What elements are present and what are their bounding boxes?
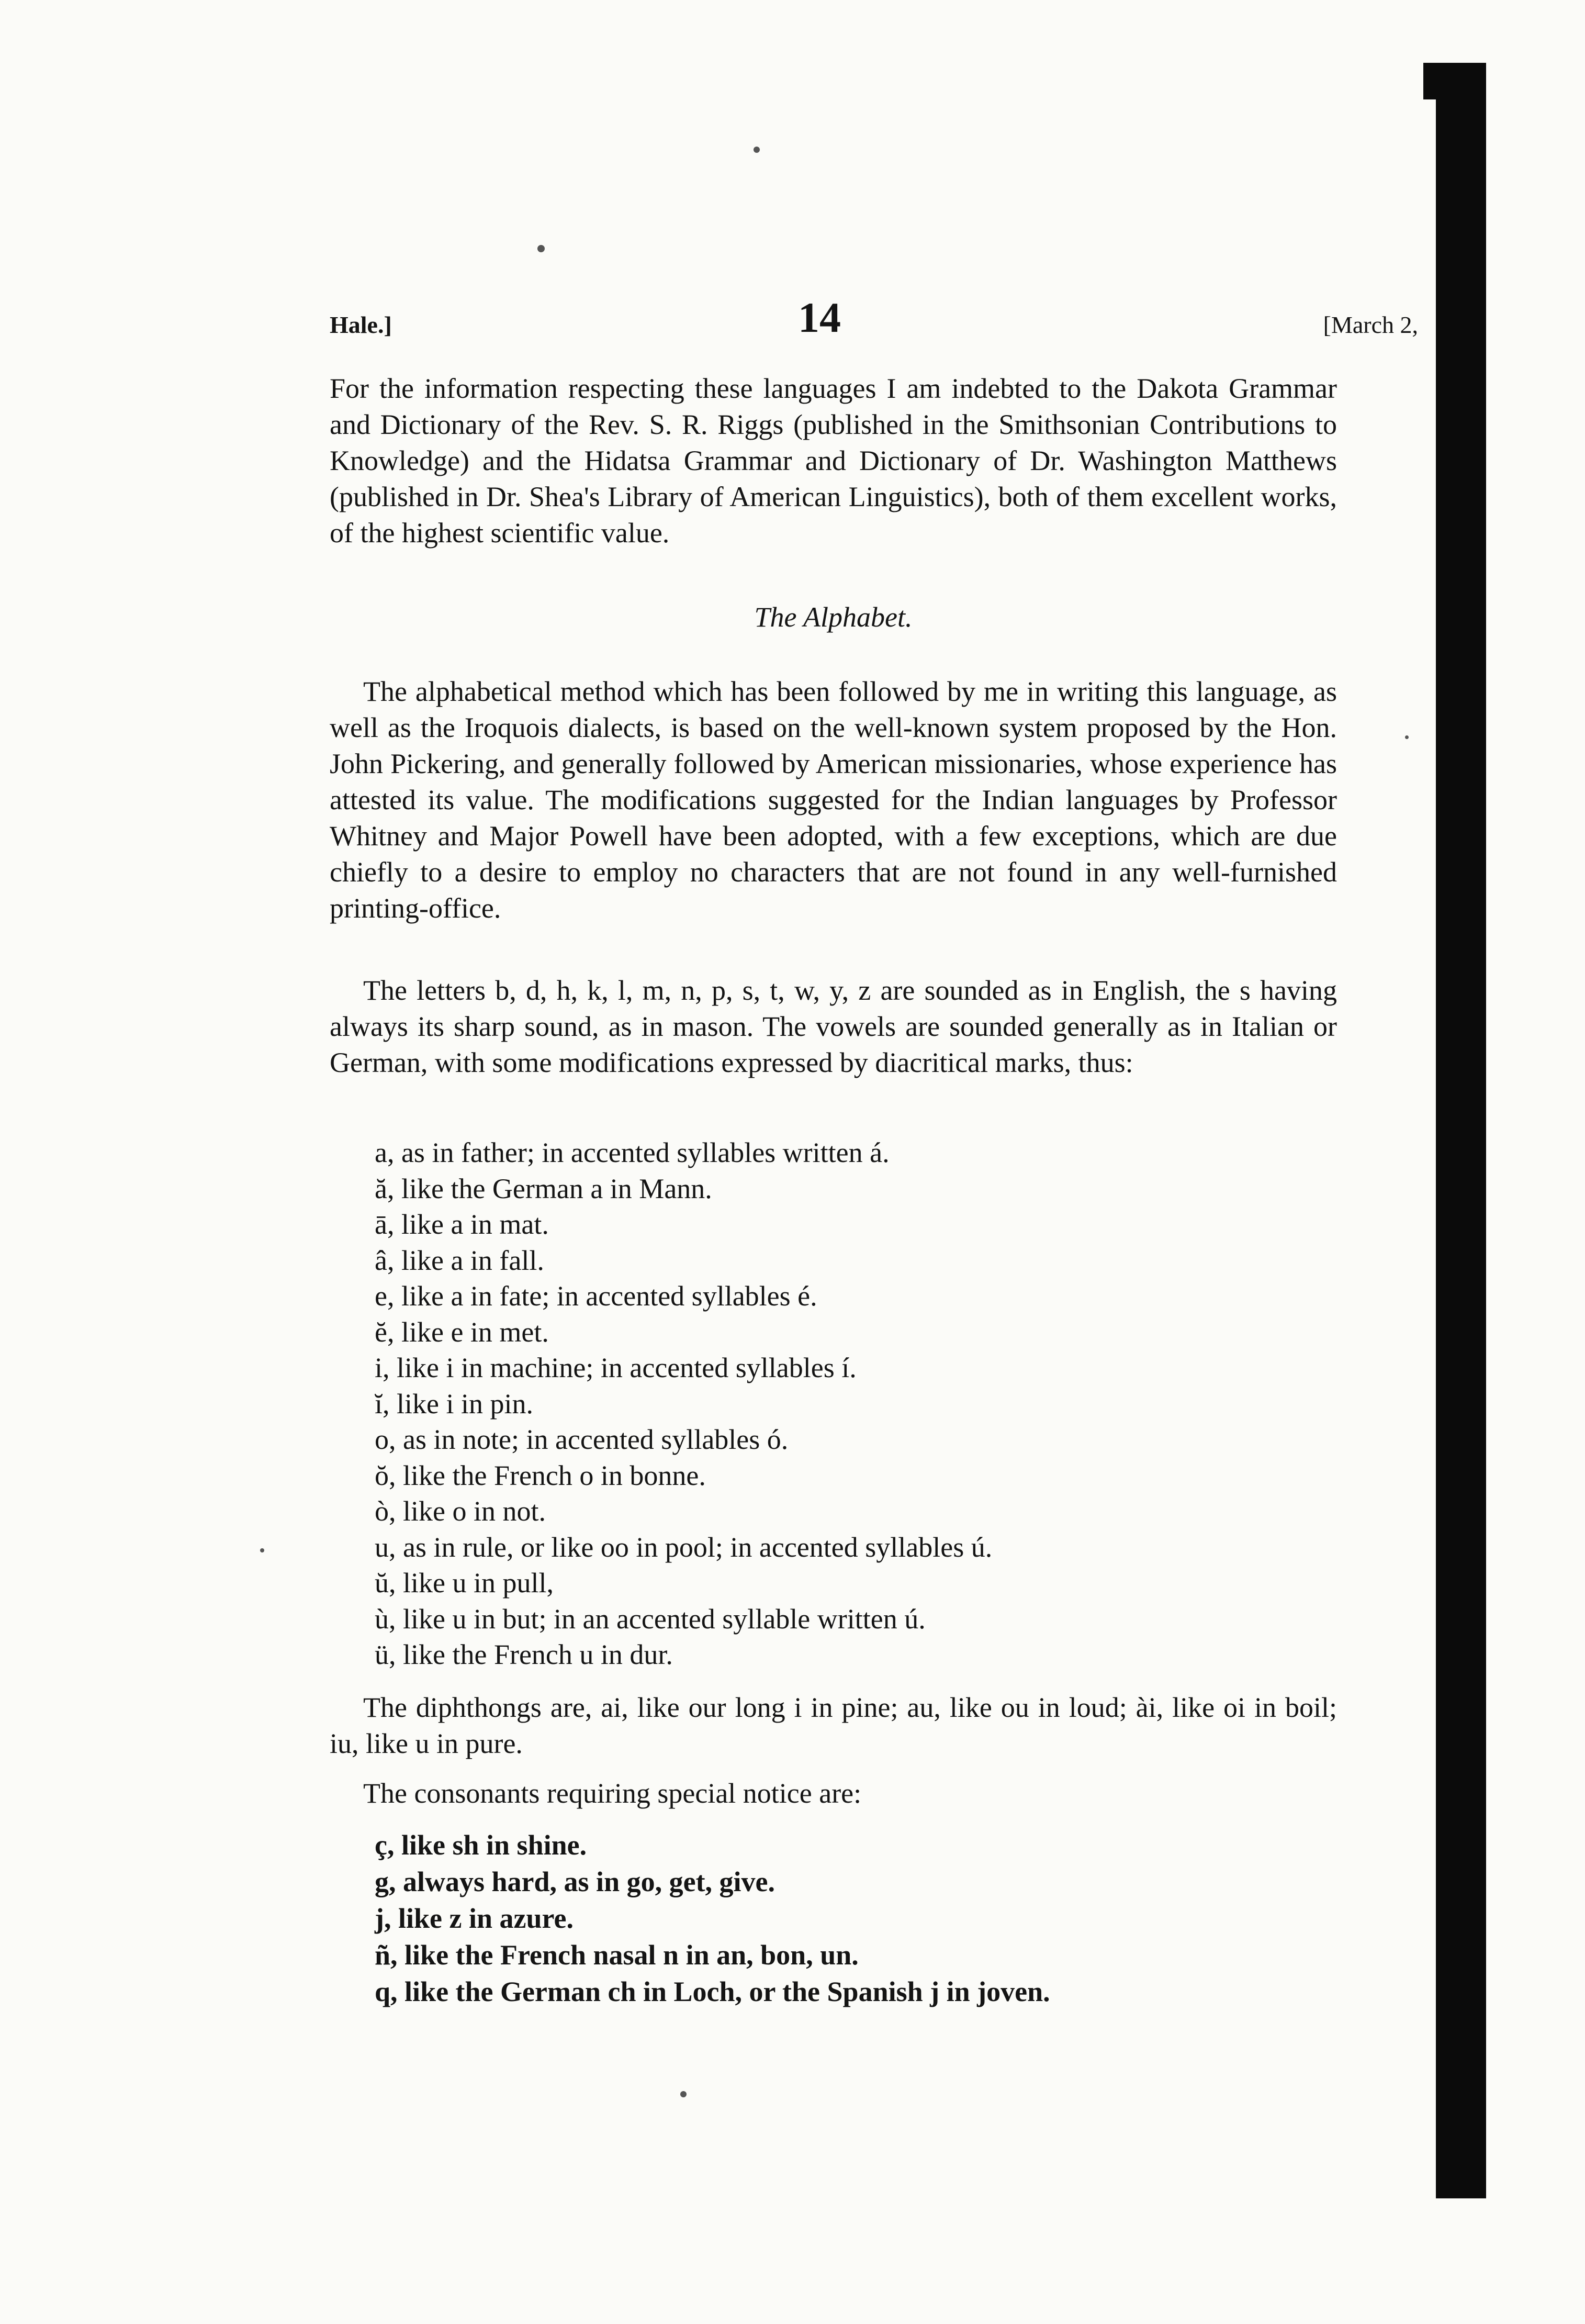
scan-speck <box>1405 735 1409 739</box>
letters-text: The letters b, d, h, k, l, m, n, p, s, t, w, y, z are sounded as in English, the s having always its sharp sound, as in mason. The vowels are sounded generally as in Italian or German, with some modifications expressed by diacritical marks, thus: <box>330 975 1337 1078</box>
diphthongs-paragraph <box>330 1690 1337 1762</box>
consonant-item: g, always hard, as in go, get, give. <box>375 1866 775 1897</box>
consonant-item: j, like z in azure. <box>375 1903 574 1934</box>
vowel-item: a, as in father; in accented syllables written á. <box>375 1137 890 1168</box>
consonant-item: q, like the German ch in Loch, or the Spanish j in joven. <box>375 1976 1050 2007</box>
consonants-intro <box>330 1775 1337 1812</box>
vowel-item: ā, like a in mat. <box>375 1209 549 1240</box>
vowel-list <box>375 1135 1317 1673</box>
vowel-item: ŭ, like u in pull, <box>375 1567 554 1599</box>
intro-text: For the information respecting these languages I am indebted to the Dakota Grammar and Dictionary of the Rev. S. R. Riggs (published in the Smithsonian Contributions to Knowledge) and the Hidatsa Grammar and Dictionary of Dr. Washington Matthews (published in Dr. Shea's Library of American Linguistics), both of them excellent works, of the highest scientific value. <box>330 373 1337 549</box>
letters-paragraph <box>330 973 1337 1081</box>
vowel-item: i, like i in machine; in accented syllables í. <box>375 1352 857 1383</box>
running-head-author: Hale.] <box>330 311 392 338</box>
vowel-item: ŏ, like the French o in bonne. <box>375 1459 706 1491</box>
page-header <box>330 293 1418 356</box>
scan-speck <box>754 147 760 153</box>
intro-paragraph <box>330 371 1337 551</box>
page-number: 14 <box>798 294 841 341</box>
vowel-item: ù, like u in but; in an accented syllable written ú. <box>375 1603 926 1635</box>
vowel-item: â, like a in fall. <box>375 1244 544 1276</box>
vowel-item: o, as in note; in accented syllables ó. <box>375 1424 789 1455</box>
diphthongs-text: The diphthongs are, ai, like our long i in pine; au, like ou in loud; ài, like oi in boil; iu, like u in pure. <box>330 1692 1337 1759</box>
consonants-intro-text: The consonants requiring special notice are: <box>363 1778 862 1809</box>
scan-speck <box>537 245 545 252</box>
vowel-item: ü, like the French u in dur. <box>375 1639 673 1670</box>
scan-edge-shadow <box>1436 63 1486 2198</box>
scan-edge-shadow-top <box>1423 63 1486 99</box>
consonant-item: ç, like sh in shine. <box>375 1829 587 1861</box>
vowel-item: ĕ, like e in met. <box>375 1316 549 1348</box>
vowel-item: e, like a in fate; in accented syllables é. <box>375 1280 817 1312</box>
vowel-item: ă, like the German a in Mann. <box>375 1172 712 1204</box>
section-title: The Alphabet. <box>754 601 913 633</box>
vowel-item: ò, like o in not. <box>375 1495 546 1527</box>
scan-speck <box>260 1548 264 1552</box>
vowel-item: u, as in rule, or like oo in pool; in accented syllables ú. <box>375 1531 993 1563</box>
alphabet-text: The alphabetical method which has been followed by me in writing this language, as well as the Iroquois dialects, is based on the well-known system proposed by the Hon. John Pickering, and generally followed by American missionaries, whose experience has attested its value. The modifications suggested for the Indian languages by Professor Whitney and Major Powell have been adopted, with a few exceptions, which are due chiefly to a desire to employ no characters that are not found in any well-furnished printing-office. <box>330 676 1337 924</box>
alphabet-paragraph <box>330 674 1337 926</box>
scan-speck <box>680 2091 687 2097</box>
running-head-date: [March 2, <box>1323 311 1418 338</box>
consonant-list <box>375 1827 1317 2010</box>
vowel-item: ĭ, like i in pin. <box>375 1388 533 1420</box>
consonant-item: ñ, like the French nasal n in an, bon, un. <box>375 1939 859 1971</box>
